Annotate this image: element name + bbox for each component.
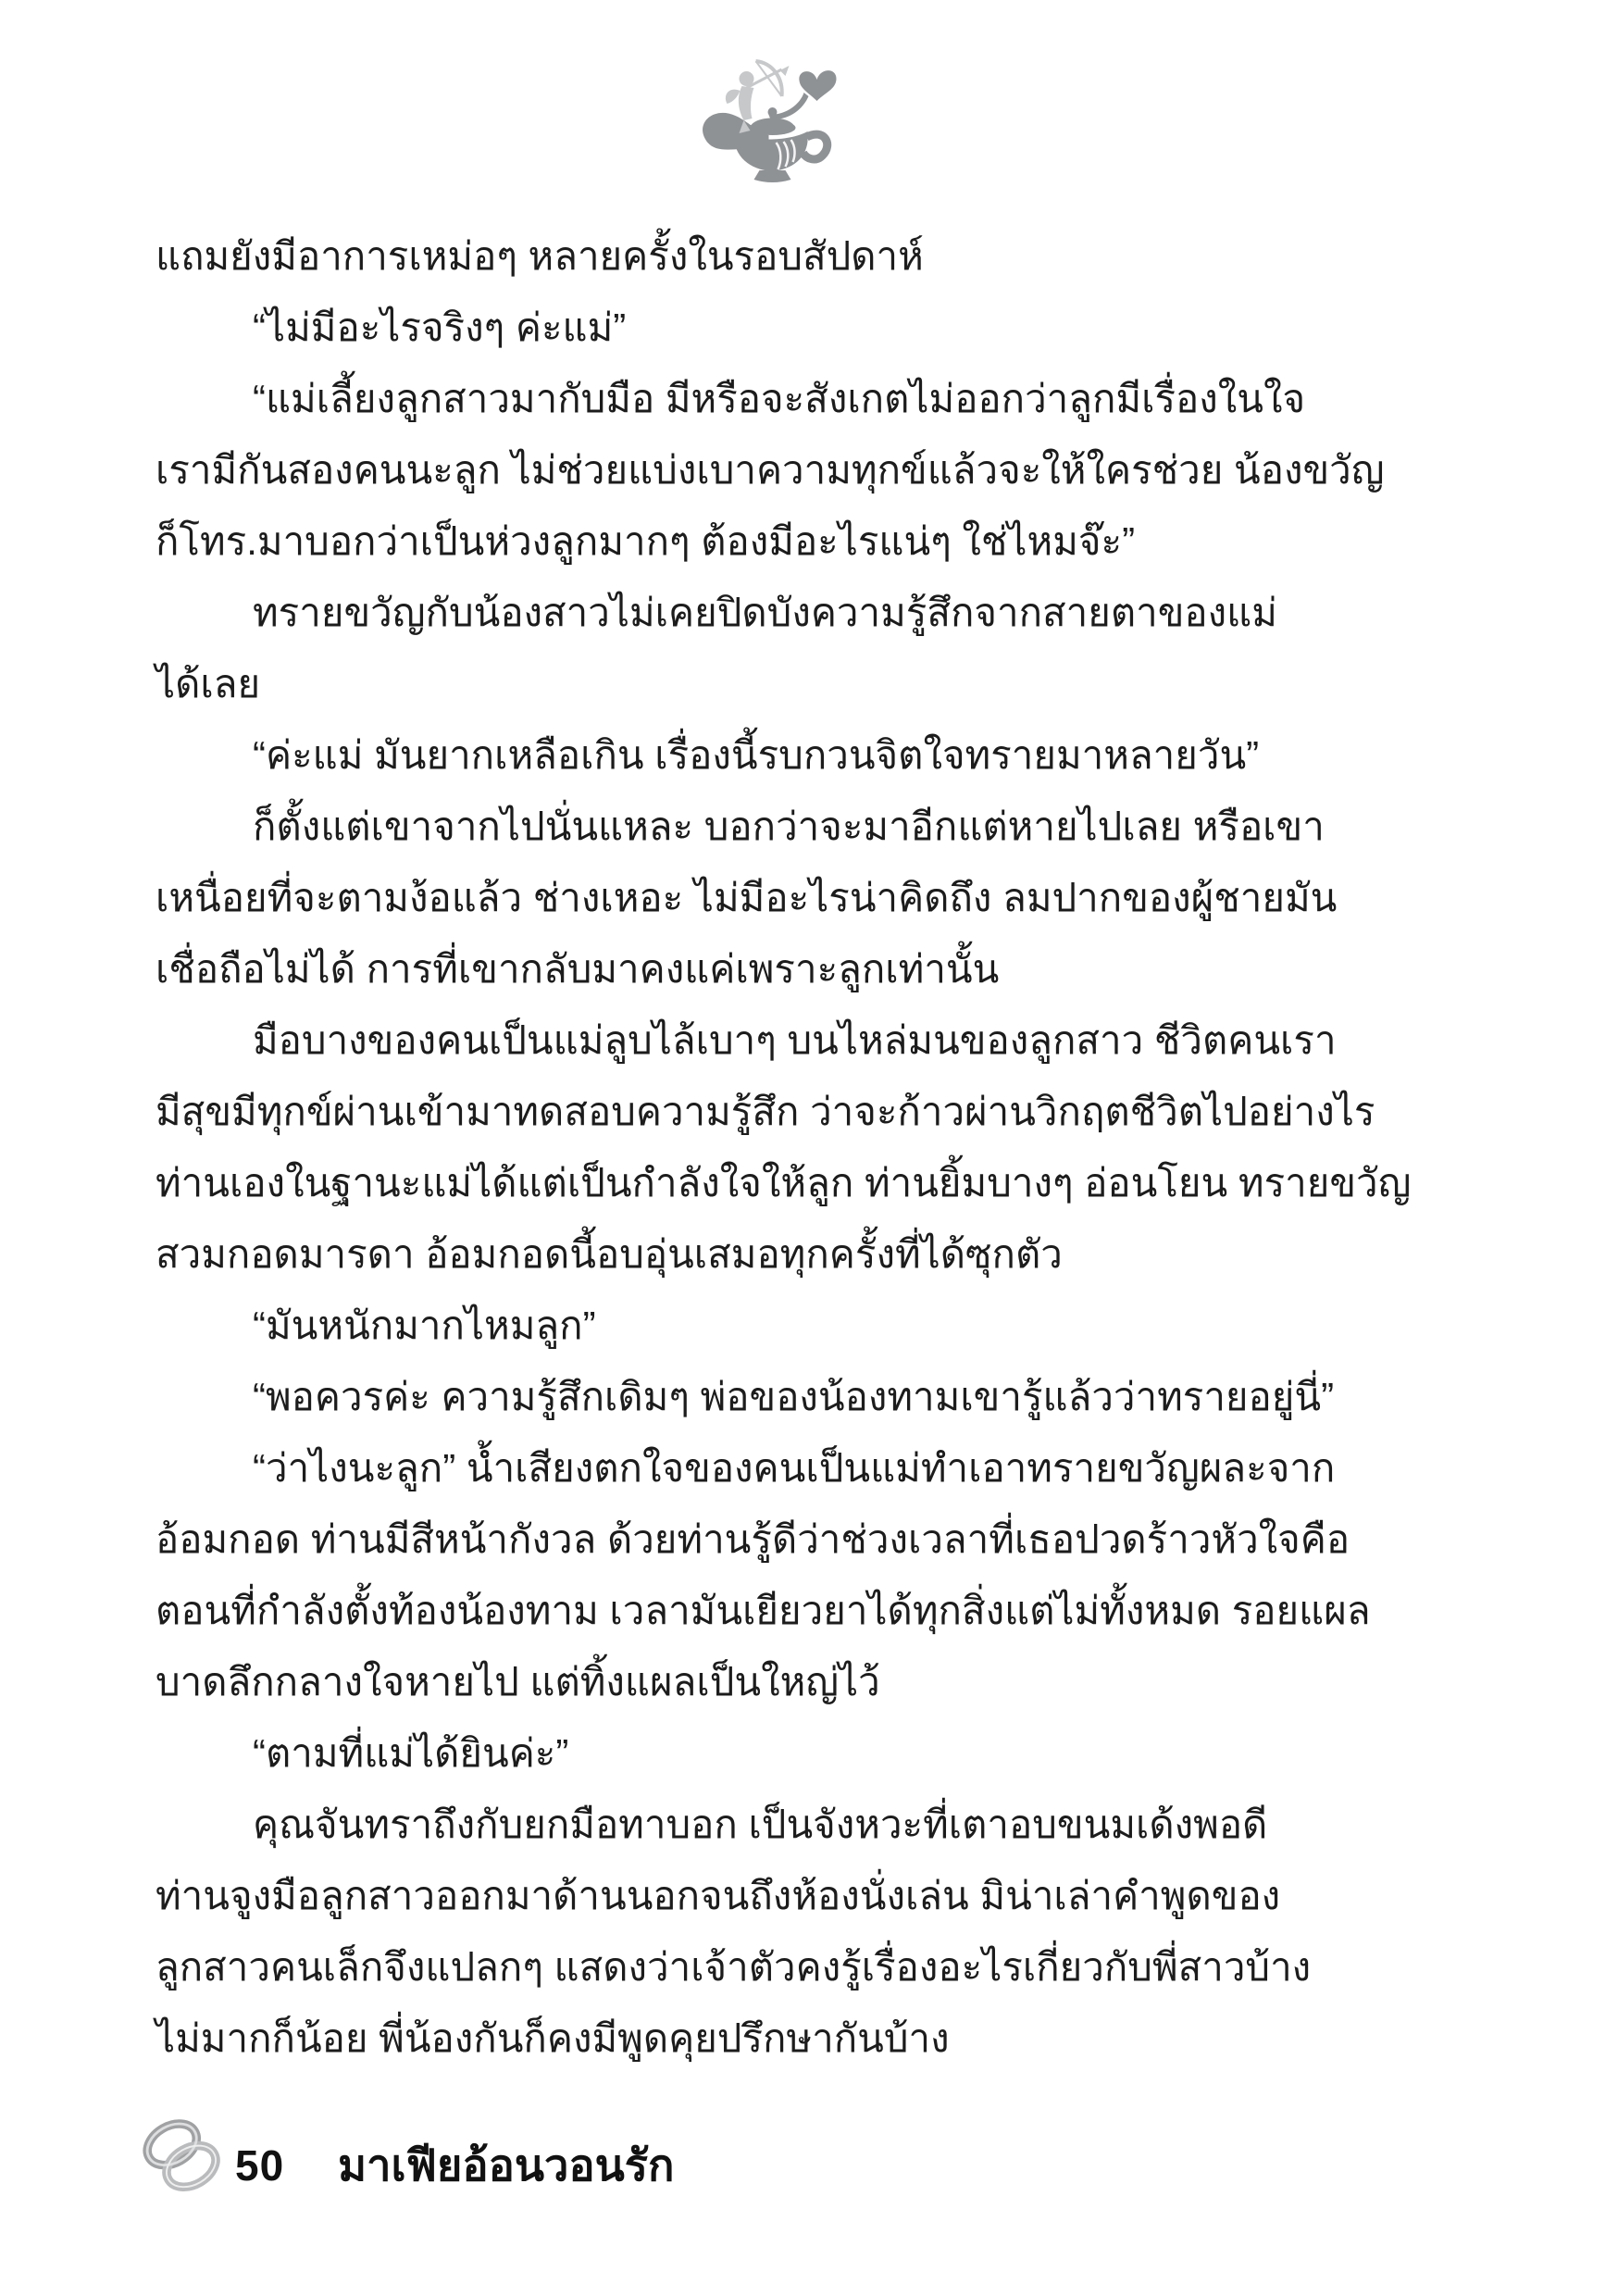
cupid-genie-lamp-ornament	[696, 54, 849, 183]
page-footer	[135, 2114, 674, 2200]
text-line: ท่านเองในฐานะแม่ได้แต่เป็นกำลังใจให้ลูก ท่านยิ้มบางๆ อ่อนโยน ทรายขวัญ	[156, 1161, 1412, 1204]
text-line: บาดลึกกลางใจหายไป แต่ทิ้งแผลเป็นใหญ่ไว้	[156, 1660, 880, 1703]
text-line: “มันหนักมากไหมลูก”	[253, 1304, 596, 1347]
text-line: ก็โทร.มาบอกว่าเป็นห่วงลูกมากๆ ต้องมีอะไรแน่ๆ ใช่ไหมจ๊ะ”	[156, 519, 1136, 563]
page-text	[156, 220, 1412, 2074]
book-title: มาเฟียอ้อนวอนรัก	[338, 2140, 675, 2190]
text-line: แถมยังมีอาการเหม่อๆ หลายครั้งในรอบสัปดาห์	[156, 234, 924, 278]
text-line: สวมกอดมารดา อ้อมกอดนี้อบอุ่นเสมอทุกครั้งที่ได้ซุกตัว	[156, 1232, 1063, 1276]
text-line: ก็ตั้งแต่เขาจากไปนั่นแหละ บอกว่าจะมาอีกแต่หายไปเลย หรือเขา	[253, 805, 1325, 848]
text-line: “ตามที่แม่ได้ยินค่ะ”	[253, 1731, 569, 1775]
text-line: ตอนที่กำลังตั้งท้องน้องทาม เวลามันเยียวยาได้ทุกสิ่งแต่ไม่ทั้งหมด รอยแผล	[156, 1589, 1371, 1632]
text-line: เหนื่อยที่จะตามง้อแล้ว ช่างเหอะ ไม่มีอะไรน่าคิดถึง ลมปากของผู้ชายมัน	[156, 876, 1338, 919]
text-line: คุณจันทราถึงกับยกมือทาบอก เป็นจังหวะที่เตาอบขนมเด้งพอดี	[253, 1803, 1268, 1846]
text-line: “พอควรค่ะ ความรู้สึกเดิมๆ พ่อของน้องทามเขารู้แล้วว่าทรายอยู่นี่”	[253, 1375, 1335, 1418]
text-line: เชื่อถือไม่ได้ การที่เขากลับมาคงแค่เพราะลูกเท่านั้น	[156, 947, 1000, 991]
text-line: ลูกสาวคนเล็กจึงแปลกๆ แสดงว่าเจ้าตัวคงรู้เรื่องอะไรเกี่ยวกับพี่สาวบ้าง	[156, 1945, 1312, 1989]
wedding-rings-icon	[135, 2115, 231, 2200]
text-line: เรามีกันสองคนนะลูก ไม่ช่วยแบ่งเบาความทุกข์แล้วจะให้ใครช่วย น้องขวัญ	[156, 448, 1385, 492]
text-line: ท่านจูงมือลูกสาวออกมาด้านนอกจนถึงห้องนั่งเล่น มิน่าเล่าคำพูดของ	[156, 1874, 1281, 1917]
text-line: “ว่าไงนะลูก” น้ำเสียงตกใจของคนเป็นแม่ทำเอาทรายขวัญผละจาก	[253, 1446, 1336, 1490]
text-line: “ไม่มีอะไรจริงๆ ค่ะแม่”	[253, 306, 627, 349]
page-number: 50	[235, 2140, 285, 2190]
text-line: “ค่ะแม่ มันยากเหลือเกิน เรื่องนี้รบกวนจิตใจทรายมาหลายวัน”	[253, 733, 1260, 777]
text-line: ทรายขวัญกับน้องสาวไม่เคยปิดบังความรู้สึกจากสายตาของแม่	[253, 591, 1277, 634]
text-line: มีสุขมีทุกข์ผ่านเข้ามาทดสอบความรู้สึก ว่าจะก้าวผ่านวิกฤตชีวิตไปอย่างไร	[156, 1090, 1375, 1133]
text-line: มือบางของคนเป็นแม่ลูบไล้เบาๆ บนไหล่มนของลูกสาว ชีวิตคนเรา	[253, 1018, 1337, 1062]
text-line: ได้เลย	[156, 662, 261, 705]
text-line: ไม่มากก็น้อย พี่น้องกันก็คงมีพูดคุยปรึกษากันบ้าง	[156, 2016, 950, 2060]
text-line: อ้อมกอด ท่านมีสีหน้ากังวล ด้วยท่านรู้ดีว่าช่วงเวลาที่เธอปวดร้าวหัวใจคือ	[156, 1517, 1350, 1561]
text-line: “แม่เลี้ยงลูกสาวมากับมือ มีหรือจะสังเกตไม่ออกว่าลูกมีเรื่องในใจ	[253, 377, 1306, 420]
